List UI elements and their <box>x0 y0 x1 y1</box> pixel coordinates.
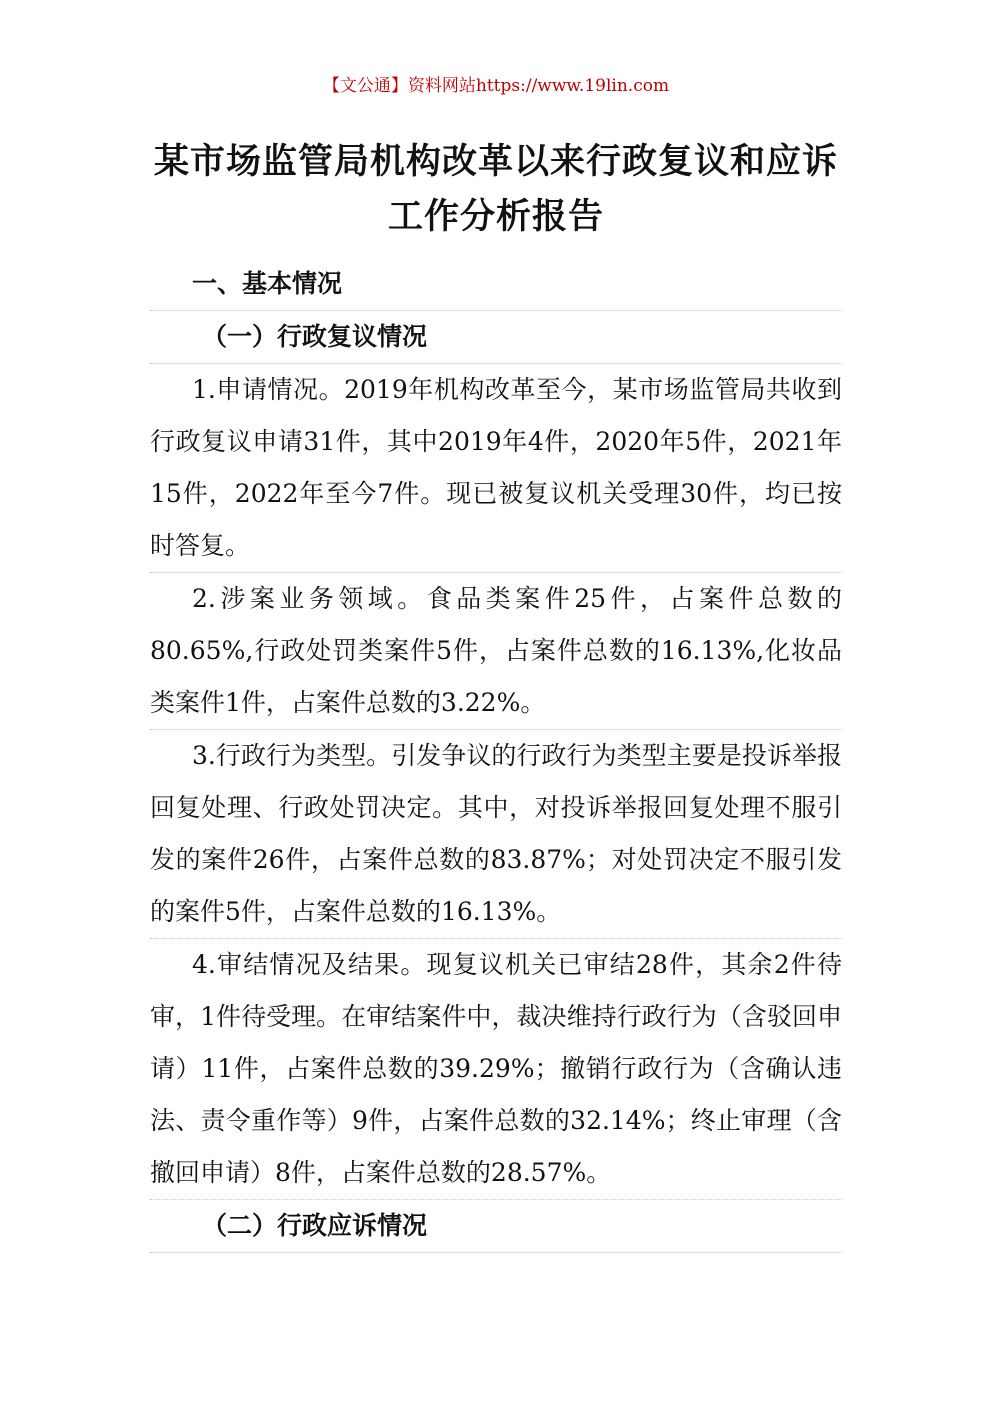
site-brand-text: 【文公通】资料网站https://www.19lin.com <box>322 76 670 96</box>
subsection-heading-review: （一）行政复议情况 <box>150 311 842 364</box>
paragraph-business-domain: 2.涉案业务领域。食品类案件25件，占案件总数的80.65%,行政处罚类案件5件，占案件总数的16.13%,化妆品类案件1件，占案件总数的3.22%。 <box>150 573 842 730</box>
document-title: 某市场监管局机构改革以来行政复议和应诉工作分析报告 <box>153 141 838 237</box>
site-header <box>0 74 992 98</box>
document-body <box>150 258 842 1253</box>
subsection-heading-litigation: （二）行政应诉情况 <box>150 1200 842 1253</box>
paragraph-action-type: 3.行政行为类型。引发争议的行政行为类型主要是投诉举报回复处理、行政处罚决定。其中，对投诉举报回复处理不服引发的案件26件，占案件总数的83.87%；对处罚决定不服引发的案件5件，占案件总数的16.13%。 <box>150 730 842 939</box>
section-heading-basic: 一、基本情况 <box>150 258 842 311</box>
paragraph-conclusion: 4.审结情况及结果。现复议机关已审结28件，其余2件待审，1件待受理。在审结案件中，裁决维持行政行为（含驳回申请）11件，占案件总数的39.29%；撤销行政行为（含确认违法、责令重作等）9件，占案件总数的32.14%；终止审理（含撤回申请）8件，占案件总数的28.57%。 <box>150 939 842 1200</box>
paragraph-application: 1.申请情况。2019年机构改革至今，某市场监管局共收到行政复议申请31件，其中2019年4件，2020年5件，2021年15件，2022年至今7件。现已被复议机关受理30件，均已按时答复。 <box>150 364 842 573</box>
